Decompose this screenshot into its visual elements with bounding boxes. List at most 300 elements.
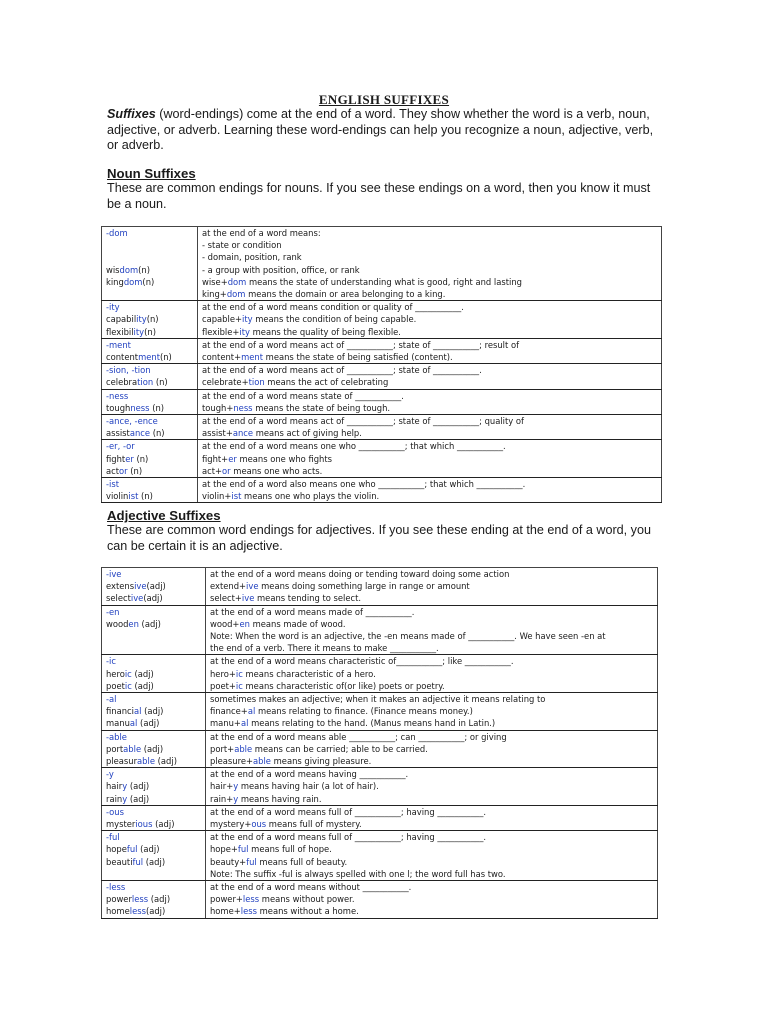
suffix-line <box>106 592 201 604</box>
text-segment: port+ <box>210 743 235 754</box>
suffix-line <box>106 580 201 592</box>
description-line: These are common endings for nouns. If you see these endings on a word, then you know it must <box>107 181 651 195</box>
suffix-line <box>106 264 193 276</box>
text-segment: means doing something large in range or amount <box>258 581 470 592</box>
text-segment: hero+ <box>210 668 236 679</box>
suffix-highlight: ity <box>136 314 147 325</box>
meaning-line <box>210 831 653 843</box>
text-segment: (adj) <box>143 856 166 867</box>
meaning-line <box>210 580 653 592</box>
suffix-line <box>106 806 201 818</box>
text-segment: (adj) <box>152 819 175 830</box>
text-segment: fight+ <box>202 453 229 464</box>
suffix-highlight: -ity <box>106 302 120 313</box>
meaning-line <box>210 780 653 792</box>
text-segment: act+ <box>202 465 223 476</box>
suffix-row <box>102 364 662 389</box>
meaning-cell <box>198 364 662 389</box>
text-segment: at the end of a word means condition or quality of ___________. <box>202 302 464 313</box>
text-segment: means the quality of being flexible. <box>249 326 401 337</box>
meaning-line <box>202 364 657 376</box>
suffix-highlight: dom <box>123 276 143 287</box>
meaning-cell <box>206 605 658 655</box>
suffix-cell <box>102 364 198 389</box>
meaning-line <box>210 618 653 630</box>
text-segment: content <box>106 352 139 363</box>
suffix-highlight: less <box>242 894 260 905</box>
suffix-line <box>106 390 193 402</box>
suffix-highlight: y <box>122 781 128 792</box>
intro-lead: Suffixes <box>107 107 156 121</box>
meaning-line <box>210 668 653 680</box>
meaning-line <box>202 276 657 288</box>
suffix-highlight: ment <box>138 352 160 363</box>
text-segment: pleasure+ <box>210 756 254 767</box>
text-segment: home+ <box>210 906 241 917</box>
text-segment: (adj) <box>127 781 150 792</box>
suffix-highlight: ment <box>241 352 263 363</box>
meaning-cell <box>206 831 658 881</box>
meaning-cell <box>198 389 662 414</box>
meaning-cell <box>206 655 658 693</box>
text-segment: at the end of a word also means one who ___________; that which ___________. <box>202 479 526 490</box>
suffix-highlight: tion <box>137 377 154 388</box>
intro-line: (word-endings) come at the end of a word. They show whether the word is a verb, noun, <box>155 107 650 121</box>
text-segment: means the domain or area belonging to a king. <box>245 289 446 300</box>
text-segment: at the end of a word means having ___________. <box>210 769 409 780</box>
suffix-highlight: er <box>125 453 134 464</box>
text-segment: act <box>106 465 120 476</box>
suffix-line <box>106 843 201 855</box>
meaning-line <box>210 568 653 580</box>
meaning-line <box>210 630 653 642</box>
text-segment: flexible+ <box>202 326 240 337</box>
suffix-highlight: -able <box>106 731 127 742</box>
suffix-line <box>106 755 201 767</box>
suffix-row <box>102 478 662 503</box>
suffix-line <box>106 717 201 729</box>
text-segment: rain+ <box>210 793 234 804</box>
suffix-highlight: less <box>240 906 257 917</box>
text-segment: hope <box>106 844 127 855</box>
noun-suffixes-heading: Noun Suffixes <box>107 166 196 181</box>
text-segment: at the end of a word means characteristic of___________; like ___________. <box>210 656 514 667</box>
suffix-cell <box>102 415 198 440</box>
text-segment: - domain, position, rank <box>202 252 302 263</box>
suffix-row <box>102 389 662 414</box>
suffix-highlight: -en <box>106 606 120 617</box>
suffix-highlight: ful <box>237 844 249 855</box>
suffix-line <box>106 376 193 388</box>
text-segment: Note: The suffix -ful is always spelled with one l; the word full has two. <box>210 868 506 879</box>
suffix-line <box>106 239 193 251</box>
suffix-line <box>106 568 201 580</box>
suffix-highlight: -ist <box>106 479 119 490</box>
suffix-cell <box>102 881 206 919</box>
suffix-cell <box>102 568 206 606</box>
text-segment: capabil <box>106 314 137 325</box>
text-segment: (adj) <box>137 844 160 855</box>
meaning-cell <box>206 768 658 806</box>
suffix-line <box>106 364 193 376</box>
text-segment: (adj) <box>141 706 164 717</box>
suffix-cell <box>102 655 206 693</box>
adjective-suffix-table <box>101 567 658 919</box>
suffix-line <box>106 415 193 427</box>
meaning-line <box>202 490 657 502</box>
text-segment: means the condition of being capable. <box>252 314 417 325</box>
suffix-line <box>106 313 193 325</box>
suffix-line <box>106 276 193 288</box>
meaning-line <box>202 227 657 239</box>
meaning-line <box>202 264 657 276</box>
suffix-line <box>106 227 193 239</box>
text-segment: at the end of a word means able ___________; can ___________; or giving <box>210 731 507 742</box>
text-segment: means full of mystery. <box>266 819 362 830</box>
meaning-line <box>210 905 653 917</box>
suffix-highlight: ive <box>134 581 147 592</box>
text-segment: (adj) <box>146 581 166 592</box>
text-segment: (n) <box>146 314 159 325</box>
text-segment: means characteristic of(or like) poets or poetry. <box>242 680 445 691</box>
description-line: These are common word endings for adjectives. If you see these ending at the end of a word, you <box>107 523 651 537</box>
suffix-line <box>106 251 193 263</box>
suffix-highlight: ic <box>124 668 132 679</box>
suffix-line <box>106 743 201 755</box>
meaning-line <box>210 717 653 729</box>
suffix-cell <box>102 227 198 301</box>
text-segment: power <box>106 894 132 905</box>
intro-line: or adverb. <box>107 138 164 152</box>
meaning-line <box>202 239 657 251</box>
suffix-cell <box>102 440 198 478</box>
meaning-line <box>202 453 657 465</box>
meaning-line <box>202 339 657 351</box>
suffix-cell <box>102 301 198 339</box>
text-segment: (n) <box>144 326 156 337</box>
suffix-line <box>106 905 201 917</box>
text-segment: the end of a verb. There it means to make ___________. <box>210 643 439 654</box>
meaning-line <box>210 743 653 755</box>
text-segment: at the end of a word means state of ___________. <box>202 390 404 401</box>
text-segment: (adj) <box>145 906 166 917</box>
suffix-highlight: ous <box>251 819 267 830</box>
suffix-highlight: -ance, -ence <box>106 416 158 427</box>
suffix-cell <box>102 389 198 414</box>
text-segment: (n) <box>133 453 149 464</box>
text-segment: rain <box>106 793 123 804</box>
meaning-cell <box>198 301 662 339</box>
text-segment: means made of wood. <box>249 618 346 629</box>
suffix-highlight: dom <box>226 289 246 300</box>
meaning-line <box>210 693 653 705</box>
text-segment: means having rain. <box>238 793 322 804</box>
suffix-highlight: -ous <box>106 806 124 817</box>
suffix-highlight: ance <box>232 428 254 439</box>
suffix-line <box>106 655 201 667</box>
text-segment: means relating to the hand. (Manus means hand in Latin.) <box>248 718 496 729</box>
suffix-line <box>106 606 201 618</box>
suffix-row <box>102 568 658 606</box>
text-segment: king <box>106 276 124 287</box>
meaning-cell <box>206 568 658 606</box>
text-segment: poet <box>106 680 125 691</box>
suffix-highlight: ic <box>235 680 243 691</box>
suffix-highlight: ity <box>133 326 145 337</box>
suffix-highlight: tion <box>248 377 265 388</box>
suffix-line <box>106 780 201 792</box>
text-segment: beauty+ <box>210 856 247 867</box>
description-line: be a noun. <box>107 196 167 211</box>
suffix-highlight: ive <box>246 581 259 592</box>
meaning-cell <box>198 227 662 301</box>
suffix-line <box>106 465 193 477</box>
suffix-highlight: ful <box>132 856 144 867</box>
suffix-row <box>102 415 662 440</box>
adjective-suffixes-heading: Adjective Suffixes <box>107 508 221 523</box>
meaning-line <box>210 881 653 893</box>
suffix-line <box>106 339 193 351</box>
text-segment: at the end of a word means full of ___________; having ___________. <box>210 832 487 843</box>
suffix-cell <box>102 693 206 731</box>
text-segment: assist <box>106 428 130 439</box>
text-segment: wis <box>106 264 120 275</box>
text-segment: means the act of celebrating <box>264 377 389 388</box>
text-segment: (adj) <box>154 756 177 767</box>
meaning-line <box>210 655 653 667</box>
meaning-line <box>202 351 657 363</box>
text-segment: wood+ <box>210 618 240 629</box>
text-segment: at the end of a word means act of ___________; state of ___________. <box>202 365 482 376</box>
meaning-cell <box>206 805 658 830</box>
meaning-line <box>210 856 653 868</box>
suffix-line <box>106 793 201 805</box>
text-segment: (n) <box>153 377 168 388</box>
text-segment: beauti <box>106 856 133 867</box>
text-segment: celebrate+ <box>202 377 249 388</box>
text-segment: means without a home. <box>256 906 359 917</box>
suffix-highlight: able <box>137 756 155 767</box>
suffix-row <box>102 227 662 301</box>
text-segment: mystery+ <box>210 819 252 830</box>
suffix-row <box>102 831 658 881</box>
meaning-line <box>202 440 657 452</box>
text-segment: (n) <box>127 465 143 476</box>
text-segment: (n) <box>149 402 165 413</box>
meaning-line <box>202 427 657 439</box>
suffix-cell <box>102 805 206 830</box>
suffix-line <box>106 768 201 780</box>
meaning-line <box>202 301 657 313</box>
noun-suffix-table <box>101 226 662 503</box>
description-line: can be certain it is an adjective. <box>107 538 283 553</box>
suffix-highlight: -er, -or <box>106 441 135 452</box>
suffix-highlight: able <box>123 743 142 754</box>
text-segment: (n) <box>138 264 150 275</box>
text-segment: at the end of a word means act of ___________; state of ___________; result of <box>202 339 520 350</box>
text-segment: fight <box>106 453 126 464</box>
meaning-line <box>210 893 653 905</box>
suffix-line <box>106 856 201 868</box>
text-segment: tough <box>106 402 131 413</box>
text-segment: celebra <box>106 377 138 388</box>
suffix-row <box>102 338 662 363</box>
meaning-line <box>210 843 653 855</box>
suffix-row <box>102 693 658 731</box>
text-segment: violin <box>106 491 129 502</box>
text-segment: violin+ <box>202 491 232 502</box>
text-segment: (adj) <box>131 668 154 679</box>
suffix-row <box>102 768 658 806</box>
suffix-line <box>106 490 193 502</box>
text-segment: (adj) <box>131 680 154 691</box>
meaning-cell <box>206 730 658 768</box>
suffix-line <box>106 402 193 414</box>
text-segment: home <box>106 906 130 917</box>
meaning-cell <box>198 440 662 478</box>
text-segment: assist+ <box>202 428 233 439</box>
suffix-highlight: er <box>228 453 237 464</box>
suffix-highlight: ful <box>246 856 257 867</box>
suffix-highlight: en <box>128 618 139 629</box>
suffix-highlight: ness <box>130 402 150 413</box>
suffix-line <box>106 893 201 905</box>
text-segment: (adj) <box>138 618 161 629</box>
meaning-line <box>210 793 653 805</box>
meaning-line <box>210 642 653 654</box>
suffix-highlight: dom <box>227 276 247 287</box>
suffix-row <box>102 805 658 830</box>
suffix-row <box>102 655 658 693</box>
suffix-line <box>106 427 193 439</box>
text-segment: manu <box>106 718 130 729</box>
meaning-cell <box>198 478 662 503</box>
suffix-highlight: -y <box>106 769 114 780</box>
suffix-highlight: or <box>119 465 128 476</box>
text-segment: (adj) <box>127 793 150 804</box>
meaning-line <box>202 415 657 427</box>
text-segment: flexibil <box>106 326 134 337</box>
suffix-row <box>102 605 658 655</box>
suffix-highlight: -ment <box>106 339 131 350</box>
suffix-highlight: ive <box>241 593 255 604</box>
suffix-highlight: less <box>129 906 146 917</box>
suffix-line <box>106 831 201 843</box>
meaning-cell <box>198 338 662 363</box>
text-segment: means relating to finance. (Finance means money.) <box>255 706 473 717</box>
text-segment: at the end of a word means doing or tending toward doing some action <box>210 569 510 579</box>
text-segment: financi <box>106 706 134 717</box>
text-segment: means act of giving help. <box>253 428 362 439</box>
suffix-highlight: y <box>233 781 239 792</box>
suffix-highlight: ist <box>231 491 242 502</box>
text-segment: port <box>106 743 124 754</box>
suffix-highlight: ness <box>233 402 253 413</box>
suffix-row <box>102 730 658 768</box>
meaning-line <box>202 390 657 402</box>
text-segment: - state or condition <box>202 240 282 251</box>
text-segment: select <box>106 593 131 604</box>
text-segment: hope+ <box>210 844 238 855</box>
suffix-cell <box>102 768 206 806</box>
suffix-line <box>106 301 193 313</box>
text-segment: means one who fights <box>236 453 332 464</box>
suffix-line <box>106 693 201 705</box>
intro-paragraph <box>107 107 667 154</box>
meaning-line <box>210 768 653 780</box>
text-segment: at the end of a word means full of ___________; having ___________. <box>210 806 487 817</box>
text-segment: capable+ <box>202 314 242 325</box>
text-segment: wood <box>106 618 129 629</box>
suffix-highlight: or <box>222 465 231 476</box>
text-segment: means the state of understanding what is good, right and lasting <box>246 276 522 287</box>
text-segment: (n) <box>142 276 155 287</box>
text-segment: means one who plays the violin. <box>241 491 380 502</box>
suffix-highlight: able <box>234 743 253 754</box>
suffix-highlight: dom <box>119 264 139 275</box>
adjective-suffixes-description <box>107 523 667 554</box>
suffix-highlight: y <box>233 793 239 804</box>
suffix-line <box>106 668 201 680</box>
suffix-line <box>106 618 201 630</box>
meaning-line <box>210 680 653 692</box>
text-segment: (adj) <box>148 894 171 905</box>
text-segment: hair <box>106 781 123 792</box>
suffix-highlight: ic <box>124 680 132 691</box>
suffix-highlight: ity <box>242 314 253 325</box>
text-segment: means can be carried; able to be carried. <box>252 743 428 754</box>
text-segment: poet+ <box>210 680 236 691</box>
suffix-cell <box>102 478 198 503</box>
suffix-highlight: ist <box>128 491 139 502</box>
text-segment: (n) <box>159 352 172 363</box>
text-segment: wise+ <box>202 276 228 287</box>
meaning-line <box>202 465 657 477</box>
text-segment: manu+ <box>210 718 241 729</box>
suffix-highlight: en <box>239 618 250 629</box>
text-segment: tough+ <box>202 402 234 413</box>
suffix-highlight: -ic <box>106 656 116 667</box>
suffix-highlight: al <box>247 706 256 717</box>
meaning-line <box>210 731 653 743</box>
suffix-highlight: ful <box>126 844 138 855</box>
meaning-line <box>202 251 657 263</box>
text-segment: at the end of a word means: <box>202 228 321 238</box>
suffix-highlight: -sion, -tion <box>106 365 151 376</box>
suffix-line <box>106 453 193 465</box>
meaning-line <box>210 606 653 618</box>
text-segment: (adj) <box>137 718 160 729</box>
text-segment: finance+ <box>210 706 248 717</box>
suffix-highlight: al <box>240 718 249 729</box>
suffix-highlight: ive <box>130 593 144 604</box>
suffix-highlight: ity <box>239 326 250 337</box>
meaning-cell <box>206 693 658 731</box>
text-segment: select+ <box>210 593 242 604</box>
text-segment: - a group with position, office, or rank <box>202 264 360 275</box>
meaning-line <box>202 288 657 300</box>
text-segment: means having hair (a lot of hair). <box>238 781 379 792</box>
suffix-highlight: less <box>131 894 149 905</box>
meaning-cell <box>198 415 662 440</box>
meaning-line <box>210 755 653 767</box>
suffix-highlight: -al <box>106 694 117 705</box>
text-segment: hero <box>106 668 125 679</box>
text-segment: at the end of a word means made of ___________. <box>210 606 415 617</box>
text-segment: power+ <box>210 894 243 905</box>
meaning-line <box>210 868 653 880</box>
meaning-line <box>210 592 653 604</box>
